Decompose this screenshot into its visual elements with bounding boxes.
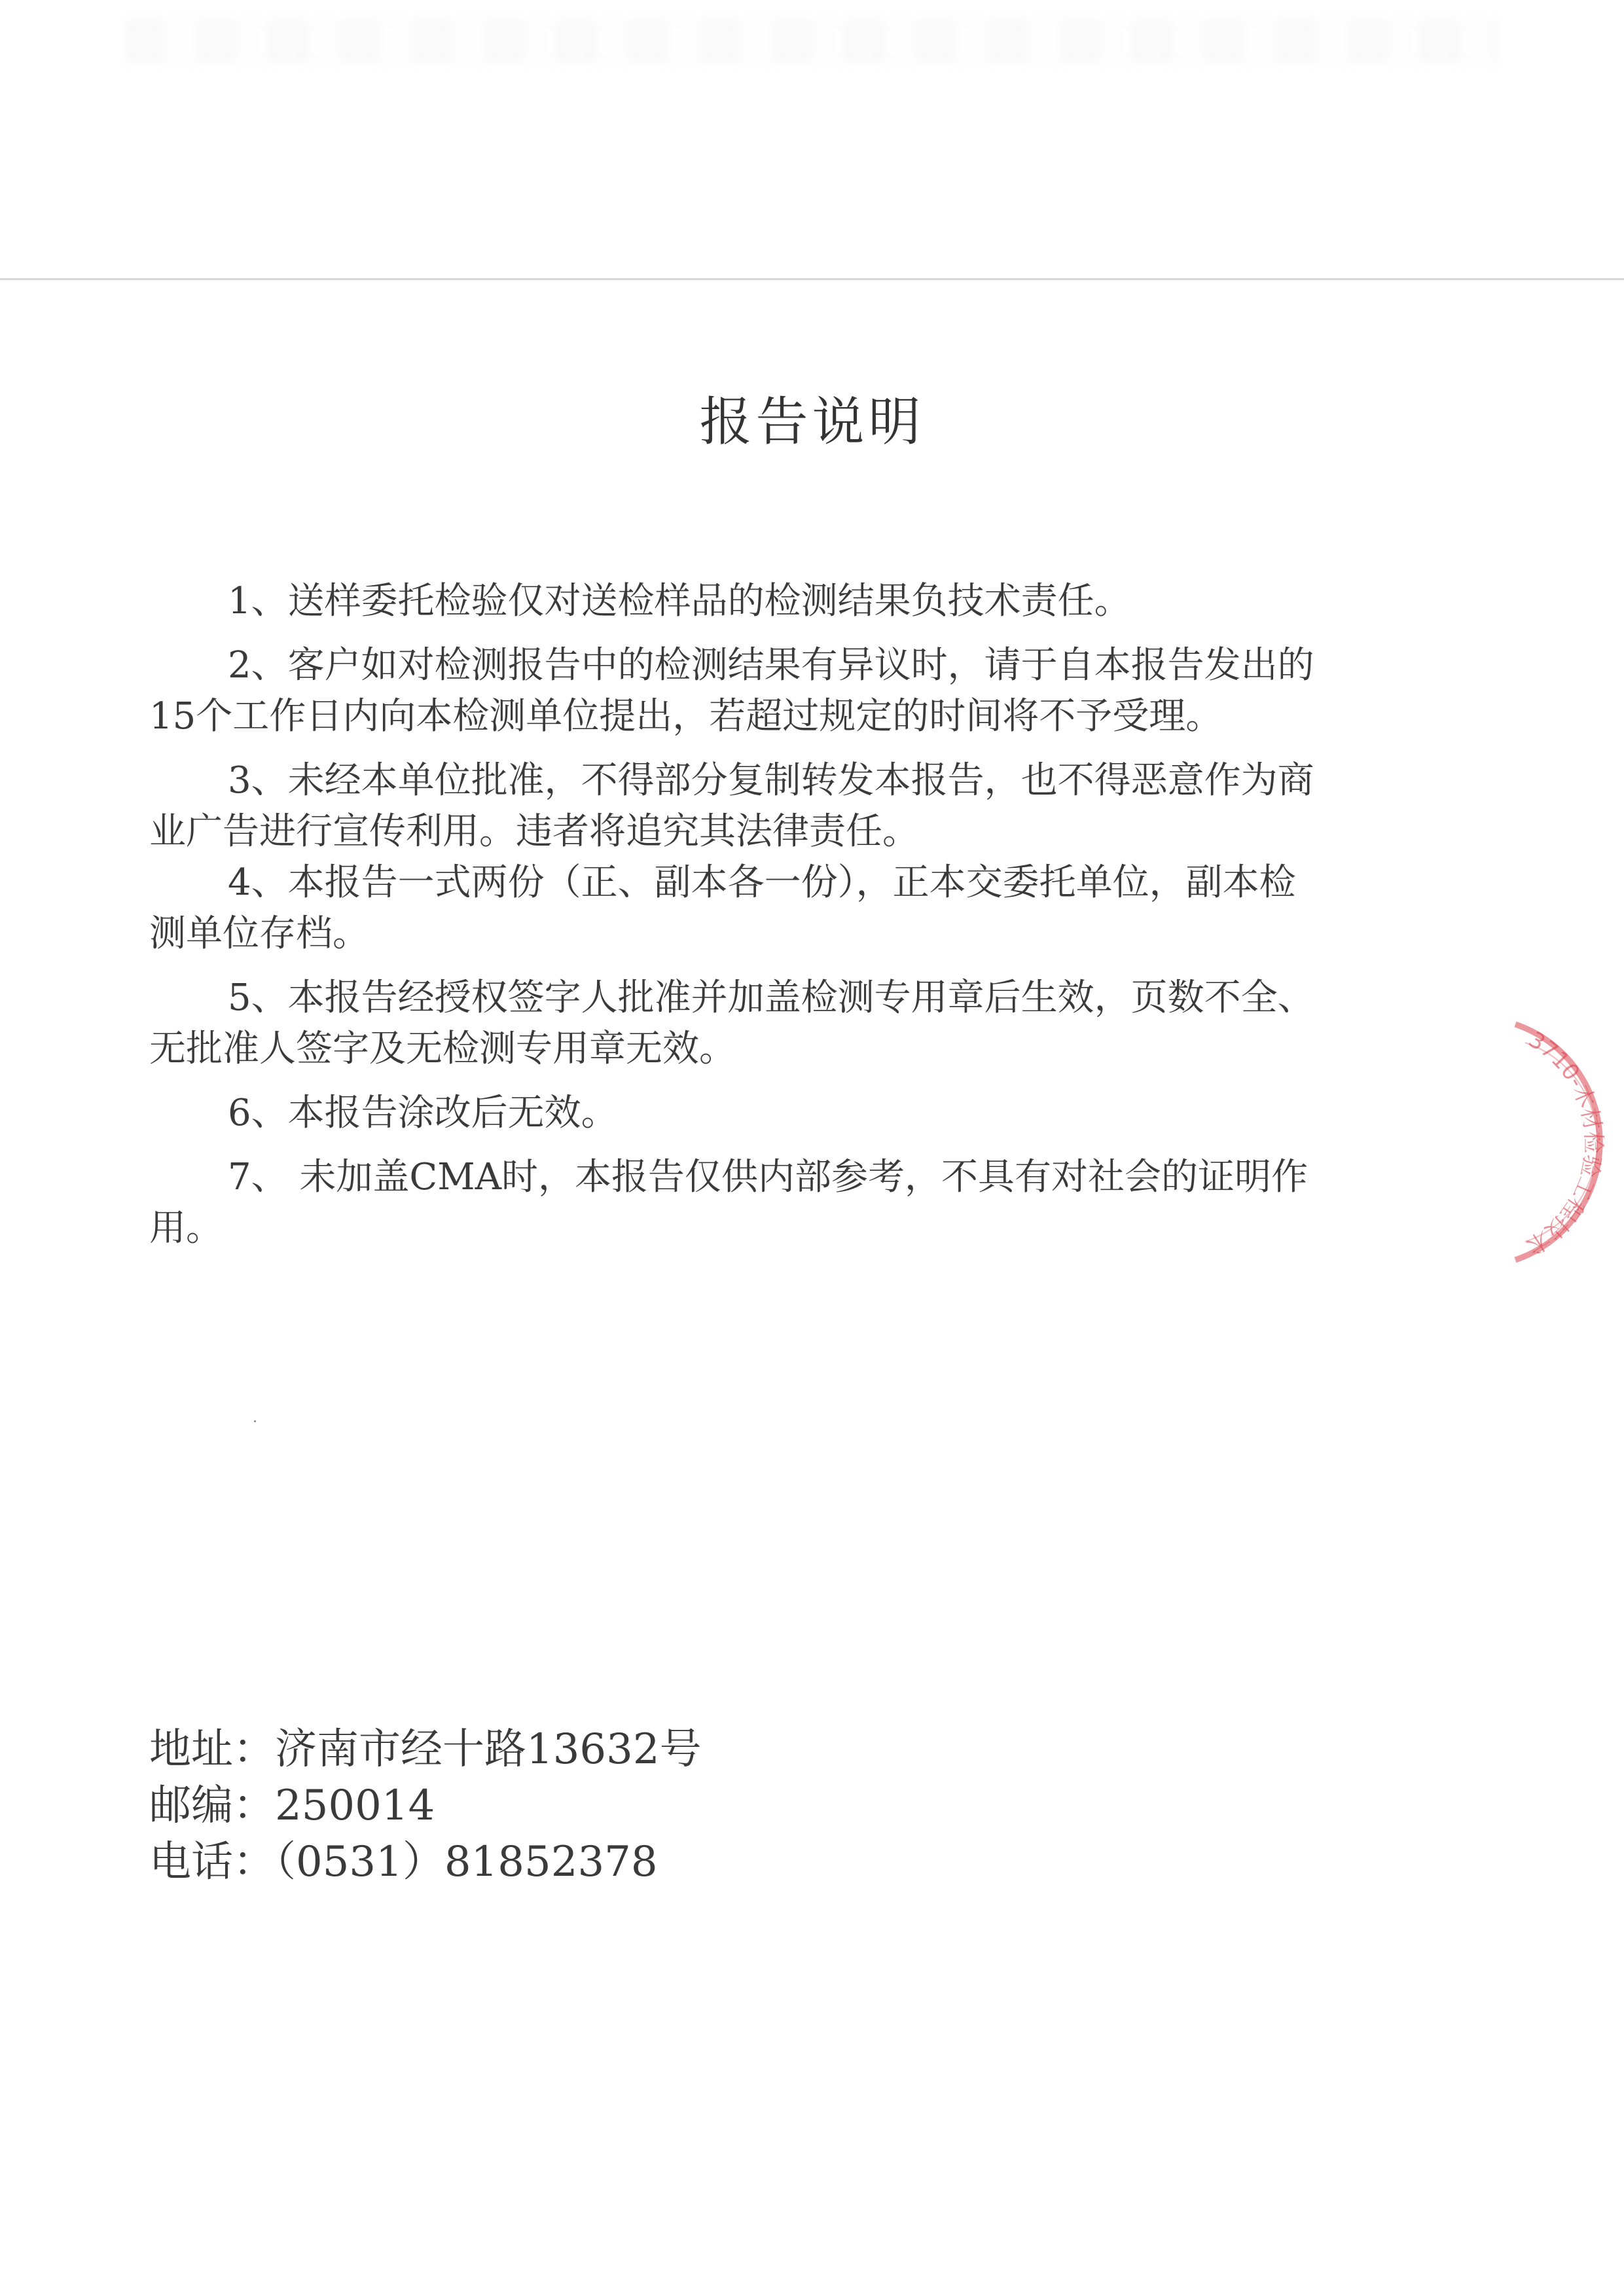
note-item-4: 4、本报告一式两份（正、副本各一份），正本交委托单位，副本检测单位存档。 [149,861,1296,955]
notes-list [149,576,1327,1254]
page-fold-line [0,278,1624,280]
page-header-area [0,0,1624,278]
address-line: 地址：济南市经十路13632号 [149,1725,702,1774]
note-item-5: 5、本报告经授权签字人批准并加盖检测专用章后生效，页数不全、无批准人签字及无检测专用章无效。 [149,977,1314,1070]
note-item-3: 3、未经本单位批准，不得部分复制转发本报告，也不得恶意作为商业广告进行宣传利用。违者将追究其法律责任。 [149,759,1314,853]
note-item-6: 6、本报告涂改后无效。 [228,1092,618,1134]
seal-stamp [1486,1011,1624,1273]
show-through-shadow [124,18,1499,64]
note-item-1: 1、送样委托检验仅对送检样品的检测结果负技术责任。 [228,580,1131,622]
contact-block [149,1721,702,1890]
seal-text: 3710-木材检验工程技术 [1521,1026,1606,1259]
note-item-2: 2、客户如对检测报告中的检测结果有异议时，请于自本报告发出的15个工作日内向本检测单位提出，若超过规定的时间将不予受理。 [149,644,1314,738]
speck [254,1420,256,1422]
document-title: 报告说明 [699,391,925,452]
note-item-7: 7、 未加盖CMA时，本报告仅供内部参考，不具有对社会的证明作用。 [149,1156,1308,1249]
postcode-line: 邮编：250014 [149,1782,435,1830]
phone-line: 电话：（0531）81852378 [149,1838,658,1886]
